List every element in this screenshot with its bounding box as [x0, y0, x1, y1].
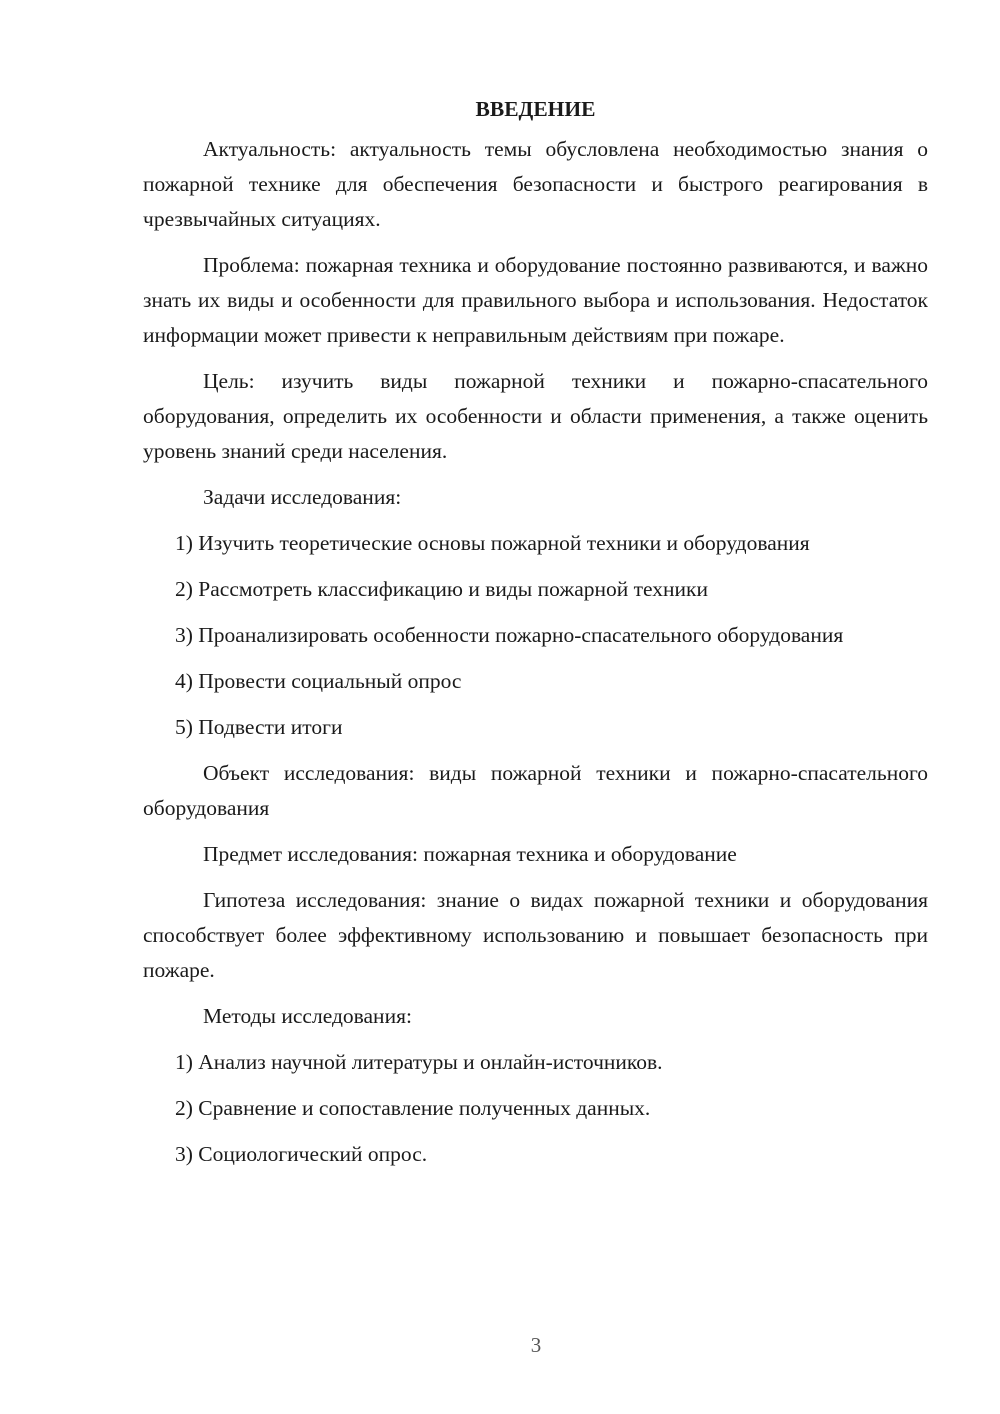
task-item-4: 4) Провести социальный опрос	[175, 669, 462, 693]
subject-paragraph: Предмет исследования: пожарная техника и оборудование	[203, 842, 737, 866]
tasks-heading: Задачи исследования:	[203, 485, 402, 509]
page-number: 3	[530, 1333, 542, 1357]
goal-paragraph: Цель: изучить виды пожарной техники и пожарно-спасательного оборудования, определить их особенности и области применения, а также оценить уровень знаний среди населения.	[143, 369, 928, 463]
relevance-paragraph: Актуальность: актуальность темы обусловлена необходимостью знания о пожарной технике для обеспечения безопасности и быстрого реагирования в чрезвычайных ситуациях.	[143, 137, 928, 231]
hypothesis-paragraph: Гипотеза исследования: знание о видах пожарной техники и оборудования способствует более эффективному использованию и повышает безопасность при пожаре.	[143, 888, 928, 982]
method-item-2: 2) Сравнение и сопоставление полученных данных.	[175, 1096, 651, 1120]
methods-heading: Методы исследования:	[203, 1004, 412, 1028]
method-item-3: 3) Социологический опрос.	[175, 1142, 428, 1166]
task-item-1: 1) Изучить теоретические основы пожарной техники и оборудования	[175, 531, 810, 555]
document-body	[143, 92, 928, 1183]
task-item-2: 2) Рассмотреть классификацию и виды пожарной техники	[175, 577, 708, 601]
task-item-3: 3) Проанализировать особенности пожарно-спасательного оборудования	[175, 623, 844, 647]
section-title: ВВЕДЕНИЕ	[475, 97, 596, 121]
method-item-1: 1) Анализ научной литературы и онлайн-источников.	[175, 1050, 663, 1074]
task-item-5: 5) Подвести итоги	[175, 715, 343, 739]
problem-paragraph: Проблема: пожарная техника и оборудование постоянно развиваются, и важно знать их виды и особенности для правильного выбора и использования. Недостаток информации может привести к неправильным действиям при пожаре.	[143, 253, 928, 347]
object-paragraph: Объект исследования: виды пожарной техники и пожарно-спасательного оборудования	[143, 761, 928, 820]
